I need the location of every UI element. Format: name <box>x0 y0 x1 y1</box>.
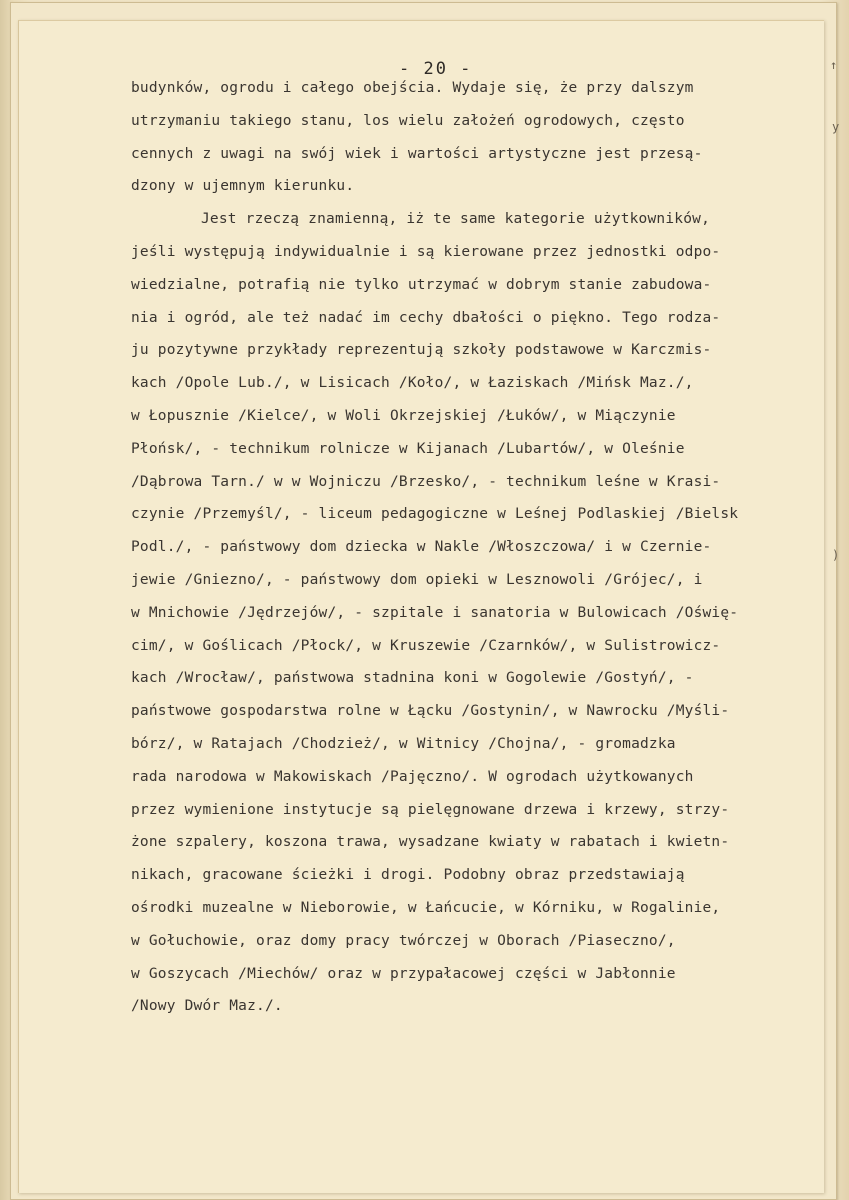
text-line: utrzymaniu takiego stanu, los wielu założeń ogrodowych, często <box>131 112 685 129</box>
text-line: budynków, ogrodu i całego obejścia. Wydaje się, że przy dalszym <box>131 80 694 96</box>
text-line: cim/, w Goślicach /Płock/, w Kruszewie /Czarnków/, w Sulistrowicz- <box>131 637 721 654</box>
text-line: nikach, gracowane ścieżki i drogi. Podobny obraz przedstawiają <box>131 867 685 884</box>
text-line: kach /Wrocław/, państwowa stadnina koni w Gogolewie /Gostyń/, - <box>131 670 694 687</box>
text-line: Płońsk/, - technikum rolnicze w Kijanach /Lubartów/, w Oleśnie <box>131 440 685 457</box>
text-line: w Goszycach /Miechów/ oraz w przypałacowej części w Jabłonnie <box>131 965 676 982</box>
text-line: cennych z uwagi na swój wiek i wartości artystyczne jest przesą- <box>131 145 703 162</box>
text-line: w Mnichowie /Jędrzejów/, - szpitale i sanatoria w Bulowicach /Oświę- <box>131 604 739 621</box>
margin-mark: ) <box>832 548 840 562</box>
page-number: - 20 - <box>399 59 473 79</box>
text-line: Jest rzeczą znamienną, iż te same kategorie użytkowników, <box>201 211 710 228</box>
margin-mark: y <box>832 120 840 134</box>
text-line: kach /Opole Lub./, w Lisicach /Koło/, w Łaziskach /Mińsk Maz./, <box>131 375 694 392</box>
margin-mark: ↑ <box>830 58 838 72</box>
text-line: żone szpalery, koszona trawa, wysadzane kwiaty w rabatach i kwietn- <box>131 834 730 851</box>
text-line: ośrodki muzealne w Nieborowie, w Łańcucie, w Kórniku, w Rogalinie, <box>131 899 721 916</box>
text-line: w Łopusznie /Kielce/, w Woli Okrzejskiej /Łuków/, w Miączynie <box>131 407 676 424</box>
text-line: /Dąbrowa Tarn./ w w Wojniczu /Brzesko/, - technikum leśne w Krasi- <box>131 473 721 490</box>
text-line: ju pozytywne przykłady reprezentują szkoły podstawowe w Karczmis- <box>131 342 712 359</box>
text-line: w Gołuchowie, oraz domy pracy twórczej w Oborach /Piaseczno/, <box>131 932 676 949</box>
text-line: czynie /Przemyśl/, - liceum pedagogiczne w Leśnej Podlaskiej /Bielsk <box>131 506 739 523</box>
text-line: przez wymienione instytucje są pielęgnowane drzewa i krzewy, strzy- <box>131 801 730 818</box>
text-line: jeśli występują indywidualnie i są kierowane przez jednostki odpo- <box>131 243 721 260</box>
text-line: jewie /Gniezno/, - państwowy dom opieki w Lesznowoli /Grójec/, i <box>131 571 703 588</box>
text-line: państwowe gospodarstwa rolne w Łącku /Gostynin/, w Nawrocku /Myśli- <box>131 703 730 720</box>
text-line: wiedzialne, potrafią nie tylko utrzymać w dobrym stanie zabudowa- <box>131 276 712 293</box>
text-line: rada narodowa w Makowiskach /Pajęczno/. W ogrodach użytkowanych <box>131 768 694 785</box>
text-line: bórz/, w Ratajach /Chodzież/, w Witnicy /Chojna/, - gromadzka <box>131 735 676 752</box>
text-line: nia i ogród, ale też nadać im cechy dbałości o piękno. Tego rodza- <box>131 309 721 326</box>
text-line: /Nowy Dwór Maz./. <box>131 998 283 1015</box>
text-line: dzony w ujemnym kierunku. <box>131 178 355 195</box>
document-body <box>131 72 811 1023</box>
text-line: Podl./, - państwowy dom dziecka w Nakle /Włoszczowa/ i w Czernie- <box>131 539 712 556</box>
